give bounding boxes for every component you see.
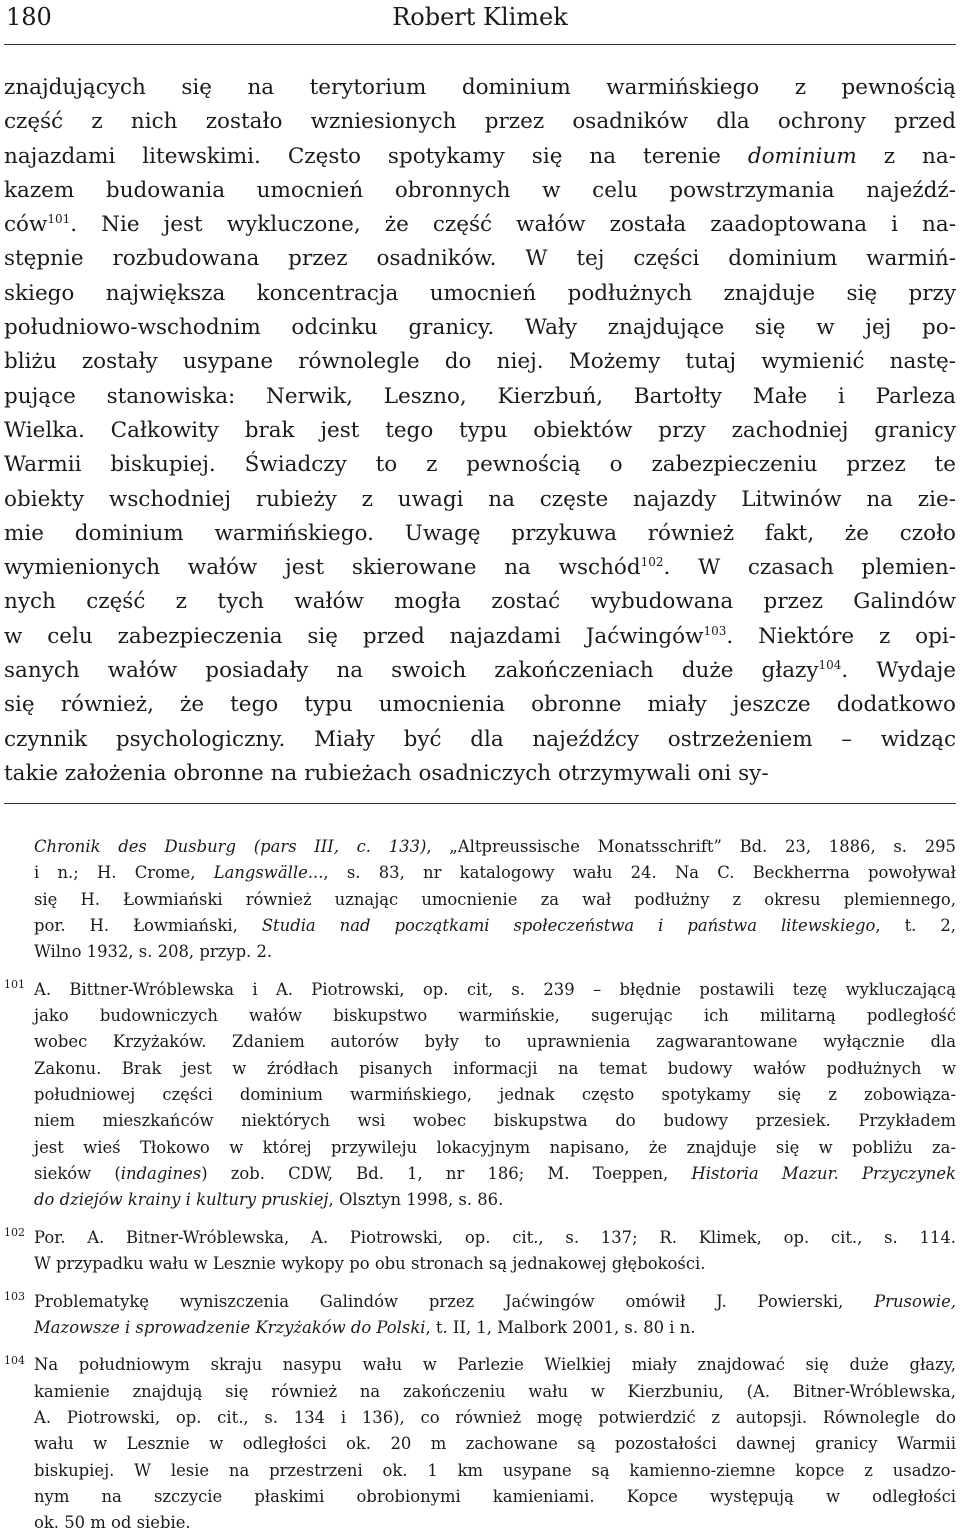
footnote-line — [4, 1161, 956, 1187]
footnote-line — [4, 913, 956, 939]
footnote-line — [4, 887, 956, 913]
text-run: jako budowniczych wałów biskupstwo warmińskie, sugerując ich militarną podległość — [34, 1006, 956, 1026]
text-line — [4, 620, 956, 654]
text-line — [4, 551, 956, 585]
text-run: jest wieś Tłokowo w której przywileju lokacyjnym napisano, że znajduje się w pobliżu za- — [34, 1137, 956, 1157]
footnote-101 — [4, 977, 956, 1214]
text-run: Wilno 1932, s. 208, przyp. 2. — [34, 942, 273, 962]
text-run: bliżu zostały usypane równolegle do niej. Możemy tutaj wymienić nastę- — [4, 349, 956, 375]
text-run: sanych wałów posiadały na swoich zakończeniach duże głazy — [4, 658, 819, 684]
text-line — [4, 483, 956, 517]
page-number: 180 — [6, 3, 52, 31]
footnote-line — [4, 834, 956, 860]
text-run: A. Piotrowski, op. cit., s. 134 i 136), co również mogę potwierdzić z autopsji. Równolegle do — [34, 1407, 956, 1427]
text-line — [4, 380, 956, 414]
italic-run: Prusowie, — [874, 1291, 956, 1311]
header-rule — [4, 44, 956, 45]
text-run: ok. 50 m od siebie. — [34, 1513, 191, 1533]
text-line — [4, 242, 956, 276]
footnote-ref: 102 — [640, 555, 664, 569]
text-run: wału w Lesznie w odległości ok. 20 m zachowane są pozostałości dawnej granicy Warmii — [34, 1434, 956, 1454]
text-line — [4, 414, 956, 448]
text-run: , „Altpreussische Monatsschrift” Bd. 23, 1886, s. 295 — [426, 837, 956, 856]
text-run: kamienie znajdują się również na zakończeniu wału w Kierzbuniu, (A. Bitner-Wróblewska, — [34, 1381, 956, 1401]
text-run: , t. II, 1, Malbork 2001, s. 80 i n. — [425, 1317, 696, 1337]
text-line — [4, 208, 956, 242]
footnote-100-continuation — [4, 834, 956, 966]
text-run: się H. Łowmiański również uznając umocnienie za wał podłużny z okresu plemiennego, — [34, 889, 956, 909]
text-run: Warmii biskupiej. Świadczy to z pewnością o zabezpieczeniu przez te — [4, 452, 956, 478]
text-run: obiekty wschodniej rubieży z uwagi na częste najazdy Litwinów na zie- — [4, 486, 956, 512]
footnote-line — [4, 1056, 956, 1082]
text-run: stępnie rozbudowana przez osadników. W tej części dominium warmiń- — [4, 246, 956, 272]
text-run: pujące stanowiska: Nerwik, Leszno, Kierzbuń, Bartołty Małe i Parleza — [4, 383, 956, 409]
footnotes — [4, 834, 956, 1537]
main-text — [4, 71, 956, 791]
text-run: por. H. Łowmiański, — [34, 916, 262, 936]
text-run: skiego największa koncentracja umocnień podłużnych znajduje się przy — [4, 280, 956, 306]
text-run: ców — [4, 212, 48, 238]
footnote-separator — [4, 803, 956, 804]
footnote-line — [4, 1484, 956, 1510]
text-run: biskupiej. W lesie na przestrzeni ok. 1 km usypane są kamienno-ziemne kopce z usadzo- — [34, 1460, 956, 1480]
text-run: południowo-wschodnim odcinku granicy. Wały znajdujące się w jej po- — [4, 315, 956, 341]
text-run: południowej części dominium warmińskiego, jednak często spotykamy się z zobowiąza- — [34, 1085, 956, 1105]
text-run: , s. 83, nr katalogowy wału 24. Na C. Beckherrna powoływał — [323, 863, 956, 883]
text-line — [4, 757, 956, 791]
footnote-ref: 104 — [818, 657, 842, 672]
text-line — [4, 277, 956, 311]
footnote-line: 101 A. Bittner-Wróblewska i A. Piotrowski, op. cit, s. 239 – błędnie postawili tezę wykluczającą — [4, 978, 956, 999]
footnote-line — [4, 1405, 956, 1431]
italic-run: Langswälle... — [213, 863, 324, 883]
italic-run: Studia nad początkami społeczeństwa i państwa litewskiego — [261, 916, 876, 936]
italic-run: do dziejów krainy i kultury pruskiej — [34, 1190, 329, 1210]
footnote-line: 104 Na południowym skraju nasypu wału w Parlezie Wielkiej miały znajdować się duże głazy, — [4, 1353, 956, 1375]
text-line — [4, 105, 956, 139]
text-run: kazem budowania umocnień obronnych w celu powstrzymania najeźdź- — [4, 177, 956, 203]
footnote-line — [4, 1187, 956, 1213]
text-run: niem mieszkańców niektórych wsi wobec biskupstwa do budowy przesiek. Przykładem — [34, 1111, 956, 1131]
footnote-line: 102 Por. A. Bitner-Wróblewska, A. Piotrowski, op. cit., s. 137; R. Klimek, op. cit., s. 114. — [4, 1226, 956, 1247]
text-run: wymienionych wałów jest skierowane na wschód — [4, 555, 641, 581]
text-run: najazdami litewskimi. Często spotykamy się na terenie — [4, 143, 748, 169]
footnote-line — [4, 939, 956, 965]
footnote-line — [4, 1379, 956, 1405]
italic-run: dominium — [747, 143, 857, 169]
footnote-line — [4, 1510, 956, 1536]
text-run: . Wydaje — [841, 658, 956, 684]
text-run: Wielka. Całkowity brak jest tego typu obiektów przy zachodniej granicy — [4, 417, 956, 443]
text-run: mie dominium warmińskiego. Uwagę przykuwa również fakt, że czoło — [4, 520, 956, 546]
text-line — [4, 140, 956, 174]
italic-run: Chronik des Dusburg (pars III, c. 133) — [34, 837, 427, 856]
text-run: z na- — [856, 143, 956, 169]
text-run: takie założenia obronne na rubieżach osadniczych otrzymywali oni sy- — [4, 760, 769, 786]
text-run: Problematykę wyniszczenia Galindów przez Jaćwingów omówił J. Powierski, — [34, 1291, 875, 1311]
text-line — [4, 174, 956, 208]
text-run: . W czasach plemien- — [663, 555, 956, 581]
text-line — [4, 688, 956, 722]
text-line — [4, 723, 956, 757]
text-run: A. Bittner-Wróblewska i A. Piotrowski, op. cit, s. 239 – błędnie postawili tezę wykluczającą — [34, 979, 956, 999]
text-line — [4, 311, 956, 345]
text-run: , Olsztyn 1998, s. 86. — [328, 1190, 504, 1210]
text-line — [4, 448, 956, 482]
text-line — [4, 71, 956, 105]
text-run: i n.; H. Crome, — [34, 863, 214, 883]
footnote-line — [4, 1003, 956, 1029]
footnote-line — [4, 1251, 956, 1277]
text-run: Na południowym skraju nasypu wału w Parlezie Wielkiej miały znajdować się duże głazy, — [34, 1355, 956, 1375]
text-run: znajdujących się na terytorium dominium warmińskiego z pewnością — [4, 75, 956, 100]
footnote-103 — [4, 1289, 956, 1342]
text-run: nych część z tych wałów mogła zostać wybudowana przez Galindów — [4, 589, 956, 615]
footnote-line — [4, 1108, 956, 1134]
footnote-line — [4, 1029, 956, 1055]
running-head: Robert Klimek — [392, 3, 568, 31]
text-run: Por. A. Bitner-Wróblewska, A. Piotrowski, op. cit., s. 137; R. Klimek, op. cit., s. 114. — [34, 1227, 956, 1247]
italic-run: Mazowsze i sprowadzenie Krzyżaków do Polski — [34, 1317, 426, 1337]
text-run: ) zob. CDW, Bd. 1, nr 186; M. Toeppen, — [201, 1164, 692, 1184]
footnote-ref: 103 — [703, 623, 727, 638]
text-run: nym na szczycie płaskimi obrobionymi kamieniami. Kopce występują w odległości — [34, 1486, 956, 1506]
text-line — [4, 345, 956, 379]
footnote-102 — [4, 1225, 956, 1278]
footnote-ref: 101 — [47, 212, 71, 227]
text-run: sieków ( — [34, 1164, 121, 1184]
text-run: . Nie jest wykluczone, że część wałów została zaadoptowana i na- — [70, 212, 956, 238]
text-run: Zakonu. Brak jest w źródłach pisanych informacji na temat budowy wałów podłużnych w — [34, 1058, 956, 1078]
text-run: część z nich zostało wzniesionych przez osadników dla ochrony przed — [4, 109, 956, 135]
text-run: się również, że tego typu umocnienia obronne miały jeszcze dodatkowo — [4, 692, 956, 718]
footnote-line — [4, 1431, 956, 1457]
footnote-line — [4, 860, 956, 886]
text-run: , t. 2, — [875, 916, 956, 936]
footnote-line — [4, 1135, 956, 1161]
italic-run: Historia Mazur. Przyczynek — [691, 1164, 956, 1184]
footnote-line — [4, 1082, 956, 1108]
text-run: . Niektóre z opi- — [726, 623, 956, 649]
page-header — [4, 0, 956, 40]
footnote-104 — [4, 1352, 956, 1536]
text-run: W przypadku wału w Lesznie wykopy po obu stronach są jednakowej głębokości. — [34, 1254, 706, 1274]
text-run: wobec Krzyżaków. Zdaniem autorów były to uprawnienia zagwarantowane wyłącznie dla — [34, 1032, 956, 1052]
text-line — [4, 654, 956, 688]
italic-run: indagines — [120, 1164, 202, 1184]
text-line — [4, 585, 956, 619]
text-line — [4, 517, 956, 551]
footnote-line — [4, 1458, 956, 1484]
footnote-line: 103 Problematykę wyniszczenia Galindów przez Jaćwingów omówił J. Powierski, Prusowie, — [4, 1290, 956, 1311]
footnote-line — [4, 1315, 956, 1341]
text-run: czynnik psychologiczny. Miały być dla najeźdźcy ostrzeżeniem – widząc — [4, 726, 956, 752]
text-run: w celu zabezpieczenia się przed najazdami Jaćwingów — [4, 623, 704, 649]
